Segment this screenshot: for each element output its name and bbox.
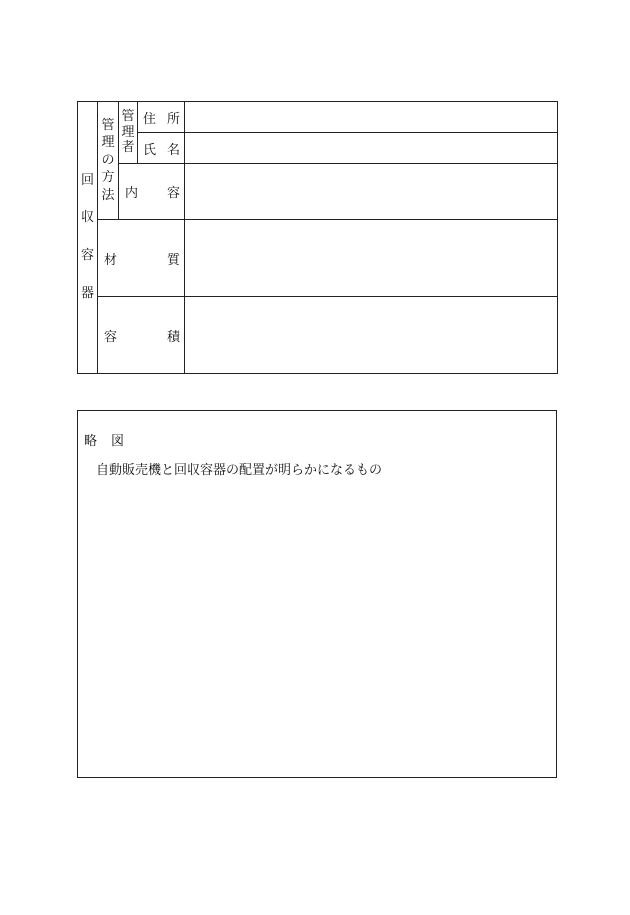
sketch-title bbox=[84, 430, 124, 449]
content-label-char: 容 bbox=[166, 186, 180, 201]
content-field[interactable] bbox=[185, 164, 557, 219]
section-label-cell bbox=[78, 102, 98, 374]
sketch-instruction: 自動販売機と回収容器の配置が明らかになるもの bbox=[96, 463, 383, 478]
name-label-char: 氏 bbox=[143, 142, 157, 158]
management-method-label-cell bbox=[98, 102, 119, 220]
content-label-cell bbox=[119, 164, 185, 220]
manager-label-cell bbox=[119, 102, 138, 164]
volume-label-cell bbox=[98, 297, 185, 374]
manager-label-char: 者 bbox=[121, 140, 135, 156]
name-label-cell bbox=[138, 133, 185, 164]
name-field[interactable] bbox=[185, 133, 557, 163]
material-label-char: 材 bbox=[104, 252, 118, 268]
section-label-char: 容 bbox=[80, 248, 94, 264]
volume-field[interactable] bbox=[185, 297, 557, 373]
material-field[interactable] bbox=[185, 220, 557, 296]
material-label-cell bbox=[98, 220, 185, 297]
volume-value-cell[interactable] bbox=[185, 297, 558, 374]
collection-container-form bbox=[77, 101, 558, 374]
volume-label-char: 積 bbox=[166, 329, 180, 345]
content-value-cell[interactable] bbox=[185, 164, 558, 220]
section-label-char: 器 bbox=[80, 286, 94, 302]
section-label-char: 収 bbox=[80, 210, 94, 226]
sketch-area[interactable] bbox=[77, 410, 557, 778]
material-value-cell[interactable] bbox=[185, 220, 558, 297]
management-label-char: 管 bbox=[101, 117, 115, 133]
name-value-cell[interactable] bbox=[185, 133, 558, 164]
sketch-title-char: 略 bbox=[84, 434, 98, 449]
address-label-char: 住 bbox=[143, 111, 157, 127]
address-value-cell[interactable] bbox=[185, 102, 558, 133]
address-field[interactable] bbox=[185, 102, 557, 132]
section-label-char: 回 bbox=[80, 172, 94, 188]
manager-label-char: 理 bbox=[121, 124, 135, 140]
address-label-char: 所 bbox=[166, 111, 180, 127]
name-label-char: 名 bbox=[166, 142, 180, 158]
manager-label-char: 管 bbox=[121, 109, 135, 125]
management-label-char: 法 bbox=[101, 187, 115, 203]
sketch-title-char: 図 bbox=[111, 434, 125, 449]
management-label-char: 理 bbox=[101, 135, 115, 151]
content-label-char: 内 bbox=[125, 186, 139, 201]
volume-label-char: 容 bbox=[104, 329, 118, 345]
material-label-char: 質 bbox=[166, 252, 180, 268]
management-label-char: の bbox=[101, 152, 115, 168]
address-label-cell bbox=[138, 102, 185, 133]
management-label-char: 方 bbox=[101, 170, 115, 186]
